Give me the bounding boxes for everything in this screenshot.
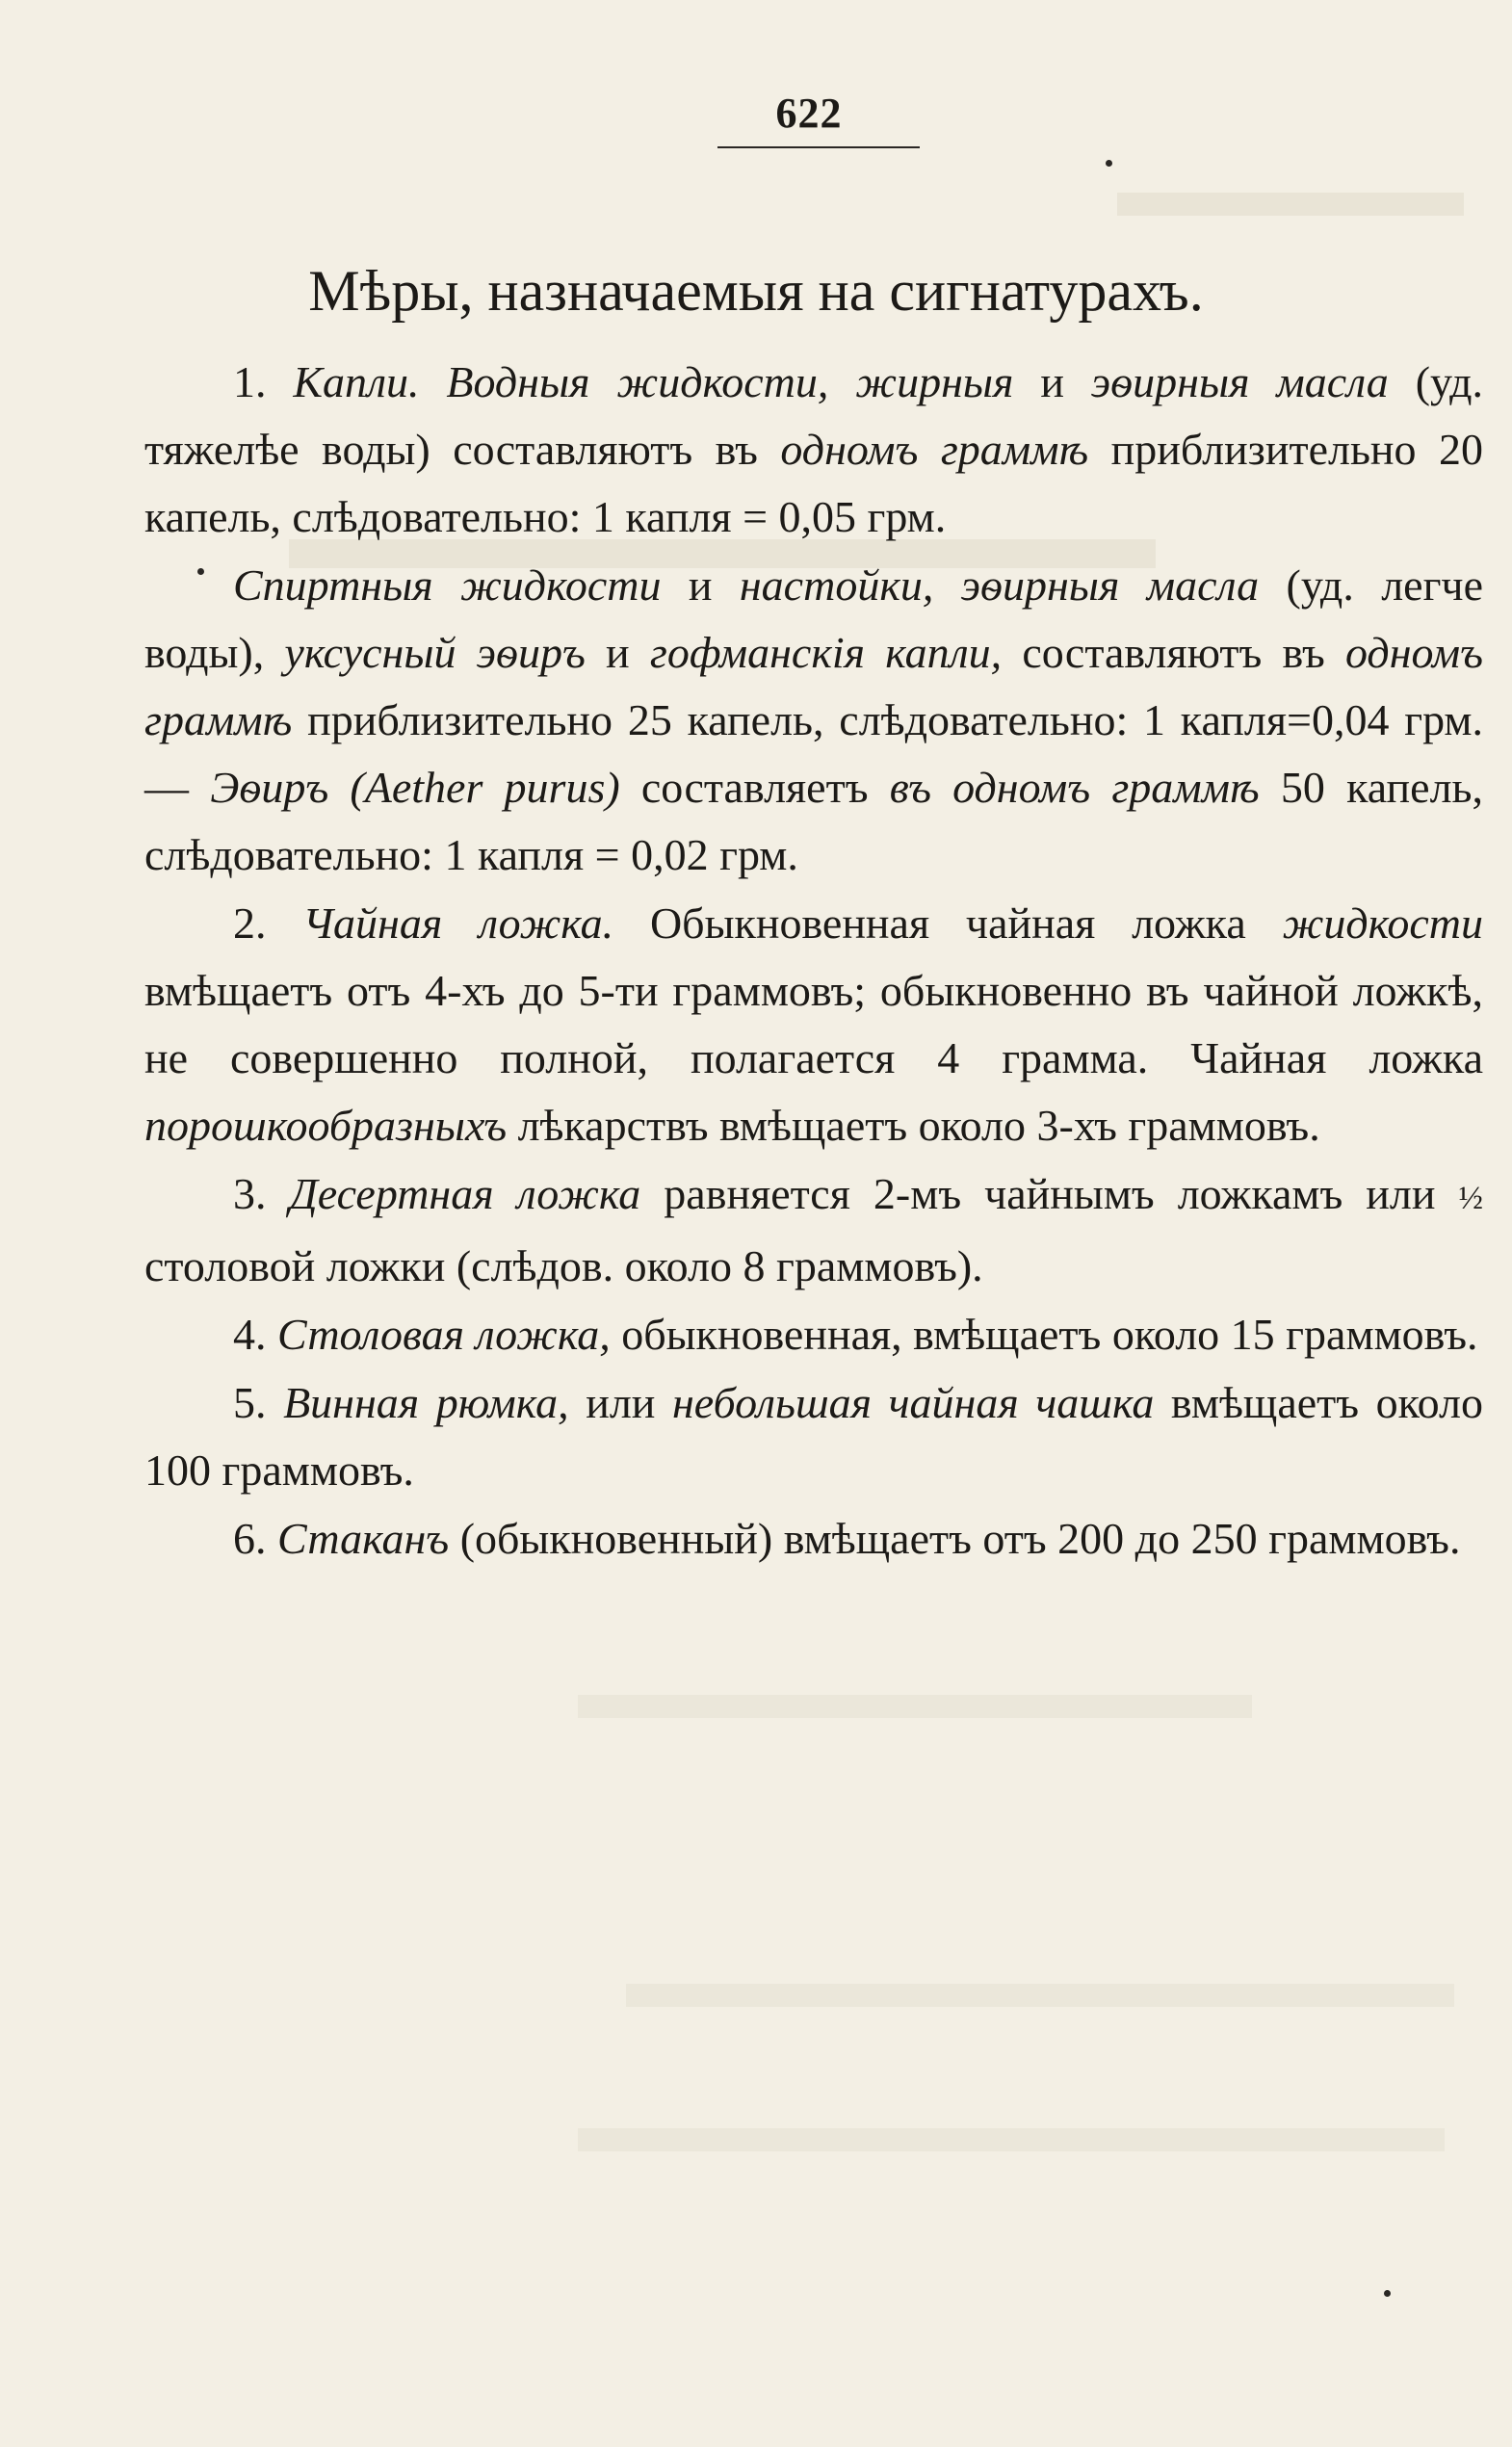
italic-term: одномъ граммѣ bbox=[144, 628, 1483, 744]
italic-term: Винная рюмка, bbox=[283, 1378, 569, 1427]
text-run: 5. bbox=[233, 1378, 284, 1427]
header-rule bbox=[717, 146, 920, 148]
italic-term: Десертная ложка bbox=[289, 1169, 641, 1218]
print-speck bbox=[197, 568, 204, 575]
italic-term: Чайная ложка. bbox=[302, 898, 614, 948]
print-speck bbox=[1384, 2290, 1391, 2297]
italic-term: уксусный эѳиръ bbox=[284, 628, 586, 677]
italic-term: гофманскія капли, bbox=[649, 628, 1003, 677]
italic-term: настойки, эѳирныя масла bbox=[739, 560, 1260, 610]
text-run: 50 капель, слѣдовательно: 1 капля = 0,02 грм. bbox=[144, 763, 1484, 879]
body-text bbox=[144, 349, 1483, 1574]
section-title: Мѣры, назначаемыя на сигнатурахъ. bbox=[308, 259, 1204, 323]
page-number: 622 bbox=[775, 90, 843, 137]
paragraph-p3 bbox=[144, 890, 1483, 1159]
text-run: обыкновенная, вмѣщаетъ около 15 граммовъ. bbox=[610, 1310, 1478, 1359]
italic-term: порошкообразныхъ bbox=[144, 1101, 508, 1150]
text-run: и bbox=[585, 628, 650, 677]
fraction: ½ bbox=[1458, 1181, 1483, 1216]
text-run: равняется 2-мъ чайнымъ ложкамъ или bbox=[640, 1169, 1459, 1218]
text-run: составляетъ bbox=[619, 763, 890, 812]
text-run: составляютъ въ bbox=[1002, 628, 1346, 677]
bleed-through-mark bbox=[626, 1984, 1454, 2007]
text-run: 4. bbox=[233, 1310, 277, 1359]
paragraph-p2 bbox=[144, 552, 1483, 889]
text-run: вмѣщаетъ отъ 4-хъ до 5-ти граммовъ; обыкновенно въ чайной ложкѣ, не совершенно полной, полагается 4 грамма. Чайная ложка bbox=[144, 966, 1483, 1082]
text-run: приблизительно 25 капель, слѣдовательно: 1 капля=0,04 грм.— bbox=[144, 695, 1483, 812]
paragraph-p1 bbox=[144, 349, 1483, 551]
italic-term: жидкости bbox=[1282, 898, 1484, 948]
bleed-through-mark bbox=[578, 2128, 1445, 2151]
bleed-through-mark bbox=[1117, 193, 1464, 216]
print-speck bbox=[1106, 160, 1112, 167]
paragraph-p7 bbox=[144, 1505, 1483, 1573]
text-run: лѣкарствъ вмѣщаетъ около 3-хъ граммовъ. bbox=[507, 1101, 1320, 1150]
italic-term: одномъ граммѣ bbox=[780, 425, 1089, 474]
italic-term: Стаканъ bbox=[277, 1514, 450, 1563]
text-run: 2. bbox=[233, 898, 303, 948]
text-run: (обыкновенный) вмѣщаетъ отъ 200 до 250 граммовъ. bbox=[449, 1514, 1461, 1563]
text-run: 6. bbox=[233, 1514, 277, 1563]
italic-term: Эѳиръ (Aether purus) bbox=[210, 763, 620, 812]
paragraph-p5 bbox=[144, 1301, 1483, 1368]
bleed-through-mark bbox=[578, 1695, 1252, 1718]
text-run: вмѣщаетъ около 100 граммовъ. bbox=[144, 1378, 1483, 1495]
italic-term: Столовая ложка, bbox=[277, 1310, 611, 1359]
italic-term: небольшая чайная чашка bbox=[671, 1378, 1155, 1427]
text-run: столовой ложки (слѣдов. около 8 граммовъ). bbox=[144, 1241, 983, 1290]
italic-term: Капли. Водныя жидкости, жирныя bbox=[293, 357, 1014, 406]
italic-term: эѳирныя масла bbox=[1090, 357, 1389, 406]
text-run: (уд. легче воды), bbox=[144, 560, 1483, 677]
text-run: или bbox=[568, 1378, 672, 1427]
text-run: приблизительно 20 капель, слѣдовательно: 1 капля = 0,05 грм. bbox=[144, 425, 1483, 541]
text-run: и bbox=[661, 560, 740, 610]
italic-term: Спиртныя жидкости bbox=[233, 560, 662, 610]
text-run: и bbox=[1013, 357, 1091, 406]
paragraph-p6 bbox=[144, 1369, 1483, 1504]
text-run: Обыкновенная чайная ложка bbox=[613, 898, 1283, 948]
text-run: (уд. тяжелѣе воды) составляютъ въ bbox=[144, 357, 1484, 474]
italic-term: въ одномъ граммѣ bbox=[889, 763, 1260, 812]
text-run: 3. bbox=[233, 1169, 290, 1218]
text-run: 1. bbox=[233, 357, 294, 406]
paragraph-p4 bbox=[144, 1160, 1483, 1300]
